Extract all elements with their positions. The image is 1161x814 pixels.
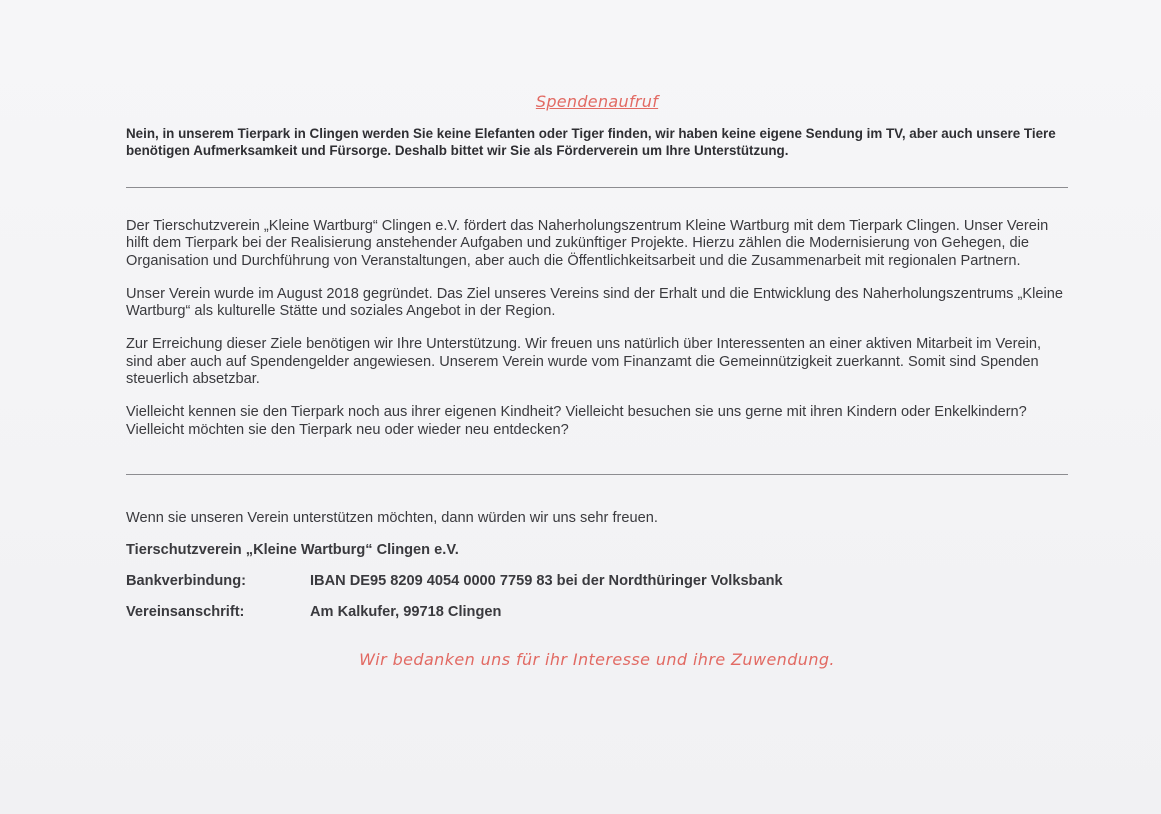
bank-label: Bankverbindung: <box>126 572 246 589</box>
closing-line: Wenn sie unseren Verein unterstützen möchten, dann würden wir uns sehr freuen. <box>126 509 658 526</box>
paragraph-founding: Unser Verein wurde im August 2018 gegründet. Das Ziel unseres Vereins sind der Erhalt und die Entwicklung des Naherholungszentrums „Kleine Wartburg“ als kulturelle Stätte und soziales Angebot in der Region. <box>126 285 1063 320</box>
divider-bottom <box>126 474 1068 475</box>
paragraph-about: Der Tierschutzverein „Kleine Wartburg“ Clingen e.V. fördert das Naherholungszentrum Kleine Wartburg mit dem Tierpark Clingen. Unser Verein hilft dem Tierpark bei der Realisierung anstehender Aufgaben und zukünftiger Projekte. Hierzu zählen die Modernisierung von Gehegen, die Organisation und Durchführung von Veranstaltungen, aber auch die Öffentlichkeitsarbeit und die Zusammenarbeit mit regionalen Partnern. <box>126 218 1049 269</box>
paragraph-support: Zur Erreichung dieser Ziele benötigen wir Ihre Unterstützung. Wir freuen uns natürlich über Interessenten an einer aktiven Mitarbeit im Verein, sind aber auch auf Spendengelder angewiesen. Unserem Verein wurde vom Finanzamt die Gemeinnützigkeit zuerkannt. Somit sind Spenden steuerlich absetzbar. <box>126 336 1041 388</box>
intro-paragraph: Nein, in unserem Tierpark in Clingen werden Sie keine Elefanten oder Tiger finden, wir haben keine eigene Sendung im TV, aber auch unsere Tiere benötigen Aufmerksamkeit und Fürsorge. Deshalb bittet wir Sie als Förderverein um Ihre Unterstützung. <box>126 126 1056 158</box>
address-value: Am Kalkufer, 99718 Clingen <box>310 603 502 620</box>
bank-row <box>126 573 1068 589</box>
organization-name: Tierschutzverein „Kleine Wartburg“ Clingen e.V. <box>126 541 459 558</box>
address-row <box>126 604 1068 620</box>
divider-top <box>126 187 1068 188</box>
document-content <box>126 92 1068 669</box>
address-label: Vereinsanschrift: <box>126 603 245 620</box>
bank-value: IBAN DE95 8209 4054 0000 7759 83 bei der Nordthüringer Volksbank <box>310 572 783 589</box>
document-title: Spendenaufruf <box>535 92 659 111</box>
thanks-line: Wir bedanken uns für ihr Interesse und ihre Zuwendung. <box>359 649 835 669</box>
paragraph-questions: Vielleicht kennen sie den Tierpark noch aus ihrer eigenen Kindheit? Vielleicht besuchen sie uns gerne mit ihren Kindern oder Enkelkindern? Vielleicht möchten sie den Tierpark neu oder wieder neu entdecken? <box>126 404 1027 438</box>
